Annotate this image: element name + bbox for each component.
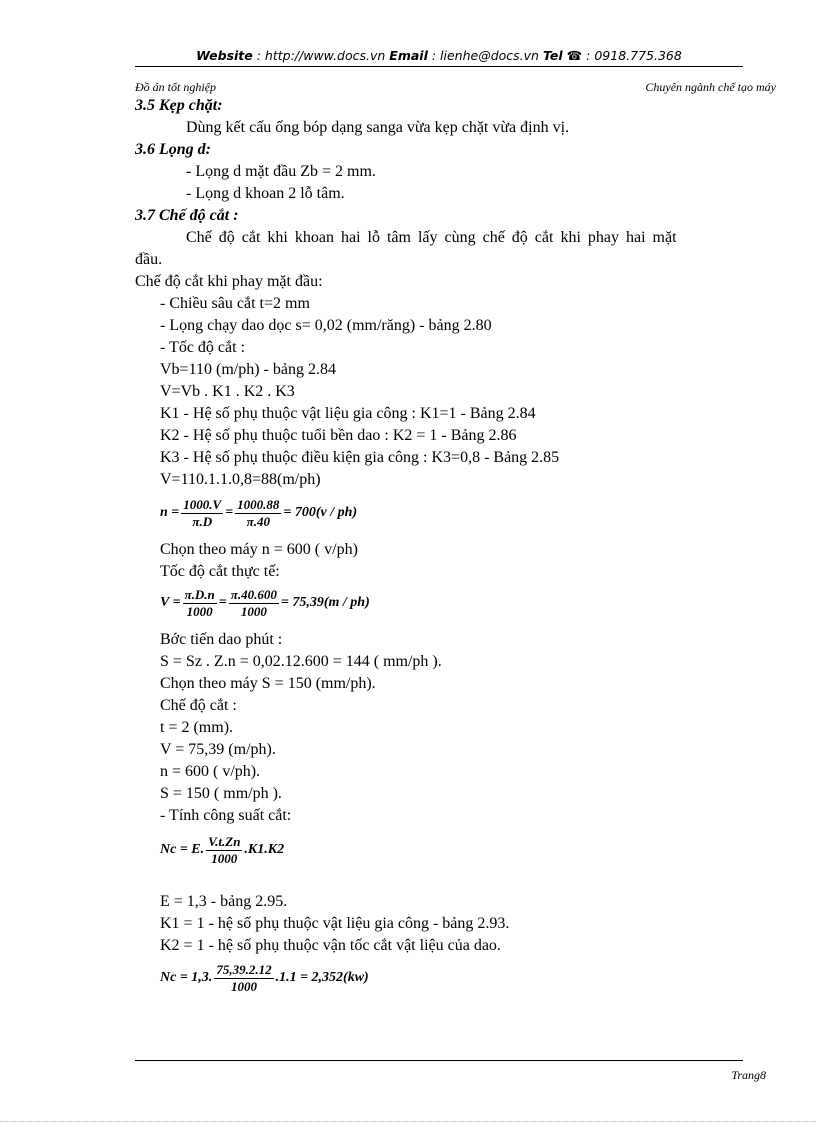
tel-label: Tel (542, 48, 563, 63)
formula-nc-den: 1000 (211, 850, 238, 866)
formula-v-den1: 1000 (186, 603, 213, 619)
text-actual-speed: Tốc độ cắt thực tế: (160, 563, 280, 580)
formula-v-num1: π.D.n (184, 586, 215, 602)
formula-nc-value-num: 75,39.2.12 (216, 961, 272, 977)
formula-nc-lhs: Nc = E. (160, 842, 205, 857)
formula-nc (160, 828, 284, 872)
text-power: - Tính công suất cắt: (160, 807, 292, 824)
text-k1: K1 - Hệ số phụ thuộc vật liệu gia công : K1=1 - Bảng 2.84 (160, 405, 536, 422)
text-n: n = 600 ( v/ph). (160, 763, 261, 780)
website-value: : http://www.docs.vn (252, 48, 390, 63)
formula-nc-value-result: .1.1 = 2,352(kw) (275, 970, 369, 985)
website-label: Website (196, 48, 253, 63)
text-k2-power: K2 = 1 - hệ số phụ thuộc vận tốc cắt vật liệu của dao. (160, 937, 501, 954)
formula-v-eq: = (218, 595, 227, 610)
heading-3-5: 3.5 Kẹp chặt: (135, 97, 223, 114)
subheader-right: Chuyên ngành chế tạo máy (645, 80, 776, 94)
text-s: S = 150 ( mm/ph ). (160, 785, 282, 802)
formula-n-frac2 (235, 497, 281, 530)
bullet-speed: - Tốc độ cắt : (160, 339, 246, 356)
formula-v (160, 582, 370, 624)
formula-nc-value-den: 1000 (230, 978, 257, 994)
text-feed-per-min: Bớc tiến dao phút : (160, 631, 283, 648)
tel-value: ☎ : 0918.775.368 (562, 48, 682, 63)
formula-n-num1: 1000.V (183, 496, 222, 512)
text-v-result: V=110.1.1.0,8=88(m/ph) (160, 471, 321, 488)
text-vb: Vb=110 (m/ph) - bảng 2.84 (160, 361, 336, 378)
text-s-calc: S = Sz . Z.n = 0,02.12.600 = 144 ( mm/ph ). (160, 653, 442, 670)
text-milling-mode: Chế độ cắt khi phay mặt đầu: (135, 273, 323, 290)
formula-nc-value-lhs: Nc = 1,3. (160, 970, 213, 985)
formula-v-lhs: V = (160, 595, 181, 610)
formula-v-frac2 (229, 587, 279, 620)
heading-3-7: 3.7 Chế độ cắt : (135, 207, 239, 224)
formula-v-result: = 75,39(m / ph) (280, 595, 370, 610)
header-rule (135, 66, 743, 67)
page-header (135, 48, 743, 63)
email-label: Email (389, 48, 428, 63)
footer-rule (135, 1060, 743, 1061)
bullet-depth: - Chiều sâu cắt t=2 mm (160, 295, 310, 312)
formula-n-den2: π.40 (246, 513, 270, 529)
formula-n-frac1 (181, 497, 223, 530)
formula-n-den1: π.D (192, 513, 213, 529)
formula-v-den2: 1000 (240, 603, 267, 619)
formula-n-eq: = (225, 505, 234, 520)
text-e: E = 1,3 - bảng 2.95. (160, 893, 288, 910)
text-cutting-mode: Chế độ cắt : (160, 697, 237, 714)
formula-v-frac1 (183, 587, 217, 620)
text-k1-power: K1 = 1 - hệ số phụ thuộc vật liệu gia công - bảng 2.93. (160, 915, 510, 932)
heading-3-6: 3.6 Lọng d: (135, 141, 211, 158)
text-choose-n: Chọn theo máy n = 600 ( v/ph) (160, 541, 358, 558)
formula-n-lhs: n = (160, 505, 180, 520)
formula-nc-value (160, 956, 369, 1000)
formula-n (160, 492, 357, 534)
formula-nc-frac (206, 834, 242, 867)
text-3-5: Dùng kết cấu ống bóp dạng sanga vừa kẹp chặt vừa định vị. (186, 119, 570, 136)
text-3-7-a: Chế độ cắt khi khoan hai lỗ tâm lấy cùng chế độ cắt khi phay hai mặt (186, 229, 677, 246)
text-3-6-a: - Lọng d mặt đầu Zb = 2 mm. (186, 163, 376, 180)
formula-n-result: = 700(v / ph) (283, 505, 358, 520)
text-choose-s: Chọn theo máy S = 150 (mm/ph). (160, 675, 376, 692)
bullet-feed: - Lọng chạy dao dọc s= 0,02 (mm/răng) - bảng 2.80 (160, 317, 492, 334)
formula-nc-num: V.t.Zn (208, 833, 241, 849)
formula-nc-value-frac (214, 962, 273, 995)
formula-v-num2: π.40.600 (230, 586, 277, 602)
formula-n-num2: 1000.88 (237, 496, 280, 512)
page-bottom-border (0, 1121, 816, 1122)
text-k2: K2 - Hệ số phụ thuộc tuổi bền dao : K2 = 1 - Bảng 2.86 (160, 427, 517, 444)
text-3-7-b: đầu. (135, 251, 163, 268)
text-v: V = 75,39 (m/ph). (160, 741, 276, 758)
subheader-left: Đồ án tốt nghiệp (135, 80, 216, 94)
text-3-6-b: - Lọng d khoan 2 lỗ tâm. (186, 185, 345, 202)
text-v-formula: V=Vb . K1 . K2 . K3 (160, 383, 295, 400)
page-number: Trang8 (731, 1068, 766, 1082)
text-k3: K3 - Hệ số phụ thuộc điều kiện gia công : K3=0,8 - Bảng 2.85 (160, 449, 560, 466)
formula-nc-result: .K1.K2 (244, 842, 285, 857)
text-t: t = 2 (mm). (160, 719, 234, 736)
email-value: : lienhe@docs.vn (427, 48, 543, 63)
